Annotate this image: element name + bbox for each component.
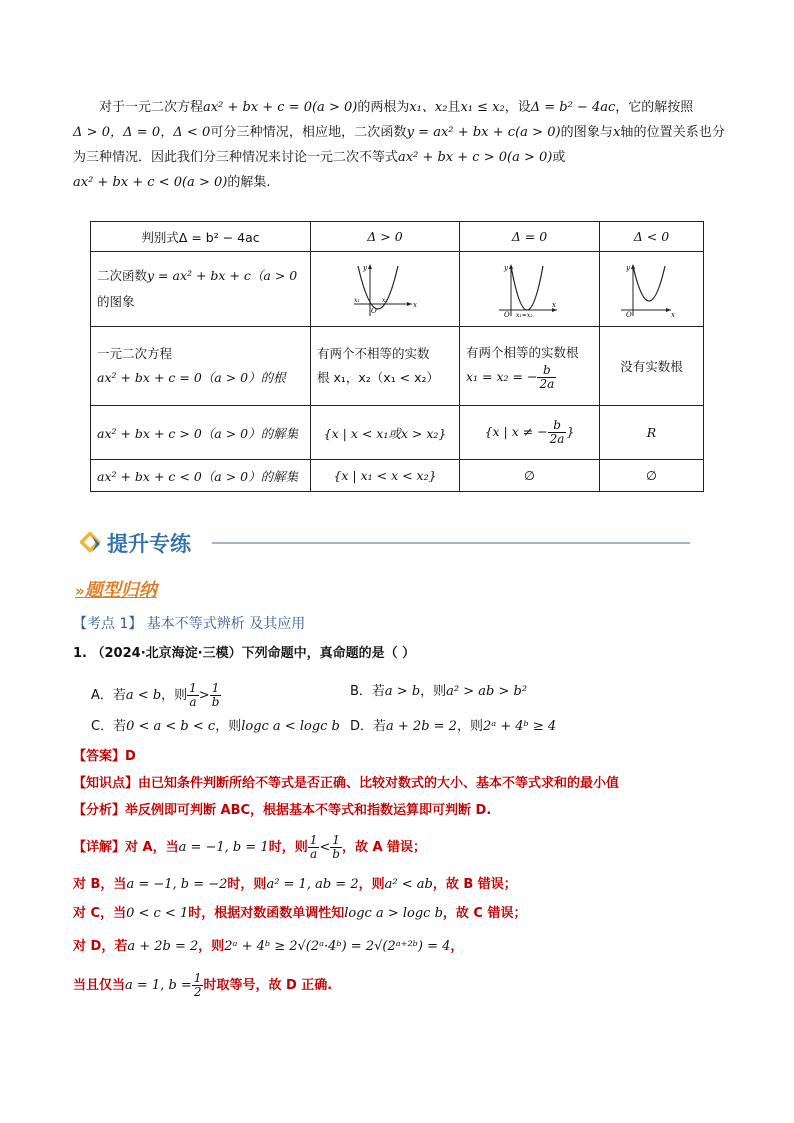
detail-math: a = −1, b = 1 — [178, 840, 269, 855]
double-arrow-icon: » — [75, 582, 85, 600]
table-cell: ∅ — [460, 460, 600, 492]
question-stem: 1. （2024·北京海淀·三模）下列命题中，真命题的是（ ） — [73, 646, 416, 661]
intro-text: 可分三种情况，相应地，二次函数 — [210, 125, 407, 140]
numerator: b — [537, 364, 556, 378]
cell-math: {x | x ≠ − — [484, 424, 548, 439]
detail-text: ，故 A 错误； — [341, 840, 427, 855]
subsection-title — [75, 579, 157, 603]
detail-text: ，故 C 错误； — [442, 906, 527, 921]
option-text: ，则 — [456, 719, 483, 734]
x-label: x — [551, 301, 556, 309]
roots-order: x₁ ≤ x₂ — [460, 100, 505, 115]
cell-text: 一元二次方程 — [97, 346, 173, 361]
function: y = ax² + bx + c — [406, 125, 516, 140]
cell-text: 有两个不相等的实数 — [317, 346, 430, 361]
table-cell: R — [600, 406, 704, 460]
table-header — [91, 222, 311, 252]
table-cell: {x | x < x₁或x > x₂} — [311, 406, 460, 460]
detail-a — [73, 834, 426, 861]
graph-double-root — [460, 252, 600, 327]
table-cell — [91, 327, 311, 406]
cell-math: ax² + bx + c < 0（a > 0）的解集 — [97, 468, 299, 484]
x1-x2-label: x₁=x₂ — [515, 312, 533, 318]
table-row — [91, 406, 704, 460]
intro-text: 对于一元二次方程 — [99, 100, 204, 115]
condition: (a > 0) — [507, 150, 553, 165]
table-header: Δ = 0 — [460, 222, 600, 252]
condition: (a > 0) — [181, 175, 228, 190]
detail-text: ， — [450, 939, 464, 954]
option-math: 2ᵃ + 4ᵇ ≥ 4 — [482, 719, 557, 734]
graph-two-roots — [311, 252, 460, 327]
cell-text: 的图象 — [97, 294, 135, 309]
detail-c — [73, 903, 527, 925]
intro-text: 的解集. — [227, 175, 271, 190]
detail-e — [73, 972, 332, 999]
option-math: logc a < logc b — [241, 719, 340, 734]
detail-math: logc a > logc b — [344, 906, 443, 921]
table-cell — [460, 327, 600, 406]
table-row — [91, 460, 704, 492]
detail-text: ，故 B 错误； — [432, 877, 517, 892]
x1-label: x₁ — [354, 297, 360, 304]
answer-line: 【答案】D — [73, 749, 136, 764]
fraction — [187, 682, 199, 709]
header-text: 判别式Δ = b² − 4ac — [141, 229, 260, 245]
intro-text: 或 — [552, 150, 566, 165]
inequality: ax² + bx + c < 0 — [73, 175, 182, 190]
detail-math: a² < ab — [384, 877, 433, 892]
discriminant: Δ = b² − 4ac — [530, 100, 616, 115]
table-cell — [311, 327, 460, 406]
y-label: y — [363, 264, 367, 272]
detail-math: a² = 1, ab = 2 — [266, 877, 359, 892]
cell-math: } — [566, 424, 575, 439]
intro-text: 且 — [447, 100, 461, 115]
fraction — [548, 419, 567, 446]
intro-paragraph — [73, 95, 725, 195]
detail-text: 时，则 — [268, 840, 308, 855]
denominator: 2a — [549, 432, 565, 446]
table-header: Δ < 0 — [600, 222, 704, 252]
numerator: 1 — [189, 681, 197, 695]
option-d — [350, 717, 556, 737]
inequality: ax² + bx + c > 0 — [398, 150, 507, 165]
denominator: b — [332, 847, 340, 861]
table-cell: ∅ — [600, 460, 704, 492]
detail-text: 对 C，当 — [73, 906, 127, 921]
cell-math: x₁ = x₂ = − — [466, 368, 538, 384]
option-label: C．若 — [91, 719, 127, 734]
option-text: ，则 — [215, 719, 242, 734]
table-header: Δ > 0 — [311, 222, 460, 252]
detail-math: 2ᵃ + 4ᵇ ≥ 2√(2ᵃ·4ᵇ) = 2√(2ᵃ⁺²ᵇ) = 4 — [224, 939, 451, 954]
option-math: > — [198, 688, 210, 703]
table-cell — [460, 406, 600, 460]
analysis-line: 【分析】举反例即可判断 ABC，根据基本不等式和指数运算即可判断 D. — [73, 803, 492, 818]
graph-no-root — [600, 252, 704, 327]
detail-d — [73, 936, 463, 958]
condition: (a > 0) — [515, 125, 561, 140]
numerator: 1 — [330, 834, 342, 848]
table-cell — [91, 252, 311, 327]
detail-text: 当且仅当 — [73, 978, 126, 993]
denominator: b — [211, 695, 220, 709]
option-label: B．若 — [350, 684, 385, 699]
table-cell: {x | x₁ < x < x₂} — [311, 460, 460, 492]
discriminant-table — [90, 221, 704, 492]
axis-var: x — [612, 125, 621, 140]
option-math: 0 < a < b < c — [126, 719, 216, 734]
denominator: a — [189, 695, 197, 709]
numerator: 1 — [309, 833, 318, 847]
option-label: A．若 — [91, 688, 126, 703]
detail-text: 对 B，当 — [73, 877, 127, 892]
option-math: a + 2b = 2 — [386, 719, 457, 734]
option-text: ，则 — [420, 684, 447, 699]
table-row — [91, 327, 704, 406]
option-label: D．若 — [350, 719, 387, 734]
option-b — [350, 682, 527, 702]
fraction — [210, 682, 222, 709]
table-cell — [91, 460, 311, 492]
x2-label: x₂ — [382, 297, 388, 304]
parabola-double-root-graph — [497, 260, 563, 318]
intro-text: 的图象与 — [560, 125, 613, 140]
option-math: a > b — [384, 684, 421, 699]
table-cell — [91, 406, 311, 460]
detail-math: 0 < c < 1 — [126, 906, 189, 921]
detail-math: < — [319, 840, 331, 855]
option-text: ，则 — [161, 688, 188, 703]
cell-text: 二次函数 — [97, 268, 148, 283]
cell-math: ax² + bx + c > 0（a > 0）的解集 — [97, 425, 299, 441]
detail-text: 时，根据对数函数单调性知 — [188, 906, 345, 921]
intro-text: 的两根为 — [357, 100, 410, 115]
origin-label: O — [503, 311, 510, 318]
intro-text: 轴的位置关系也分为三种情况．因此我们分三种情况来讨论一元二次不等式 — [73, 125, 725, 165]
x-label: x — [413, 301, 417, 309]
y-label: y — [503, 264, 508, 272]
intro-text: ，设 — [504, 100, 531, 115]
option-math: a² > ab > b² — [446, 684, 528, 699]
cell-text: 有两个相等的实数根 — [466, 344, 579, 360]
detail-math: a + 2b = 2 — [127, 939, 199, 954]
table-row — [91, 252, 704, 327]
y-label: y — [625, 264, 630, 272]
x-label: x — [670, 311, 675, 318]
section-header — [80, 530, 690, 560]
table-cell: 没有实数根 — [600, 327, 704, 406]
double-chevron-icon — [80, 532, 104, 556]
origin-label: O — [625, 311, 632, 318]
roots: x₁、x₂ — [409, 100, 448, 115]
option-a — [91, 682, 221, 709]
subsection-text: 题型归纳 — [84, 580, 157, 601]
cell-text: 根 x₁，x₂（x₁ < x₂） — [317, 370, 440, 385]
detail-b — [73, 874, 517, 896]
fraction — [192, 972, 204, 999]
detail-text: ，则 — [198, 939, 225, 954]
cell-math: ax² + bx + c = 0（a > 0）的根 — [97, 370, 286, 385]
numerator: b — [548, 419, 567, 433]
detail-math: a = 1, b = — [125, 978, 192, 993]
detail-text: 时取等号，故 D 正确. — [203, 978, 333, 993]
intro-text: ，它的解按照 — [615, 100, 694, 115]
section-divider — [212, 542, 690, 544]
denominator: a — [309, 847, 318, 861]
detail-text: 对 D，若 — [73, 939, 128, 954]
equation: ax² + bx + c = 0(a > 0) — [203, 100, 358, 115]
cell-math: y = ax² + bx + c（a > 0 — [147, 268, 298, 283]
section-title: 提升专练 — [107, 532, 191, 556]
option-c — [91, 717, 340, 737]
fraction — [537, 364, 556, 391]
topic-label: 【考点 1】 基本不等式辨析 及其应用 — [73, 616, 306, 632]
denominator: 2 — [193, 985, 202, 999]
knowledge-line: 【知识点】由已知条件判断所给不等式是否正确、比较对数式的大小、基本不等式求和的最小值 — [73, 776, 620, 791]
table-row — [91, 222, 704, 252]
option-math: a < b — [125, 688, 162, 703]
fraction — [308, 834, 320, 861]
detail-math: a = −1, b = −2 — [126, 877, 228, 892]
numerator: 1 — [193, 971, 202, 985]
parabola-no-root-graph — [619, 260, 685, 318]
origin-label: O — [371, 307, 377, 315]
detail-text: 时，则 — [227, 877, 267, 892]
detail-text: ，则 — [358, 877, 385, 892]
numerator: 1 — [210, 682, 222, 696]
detail-text: 【详解】对 A，当 — [73, 840, 179, 855]
denominator: 2a — [539, 376, 555, 391]
cases: Δ > 0，Δ = 0，Δ < 0 — [73, 125, 211, 140]
fraction — [330, 834, 342, 861]
parabola-two-roots-graph — [352, 260, 418, 318]
